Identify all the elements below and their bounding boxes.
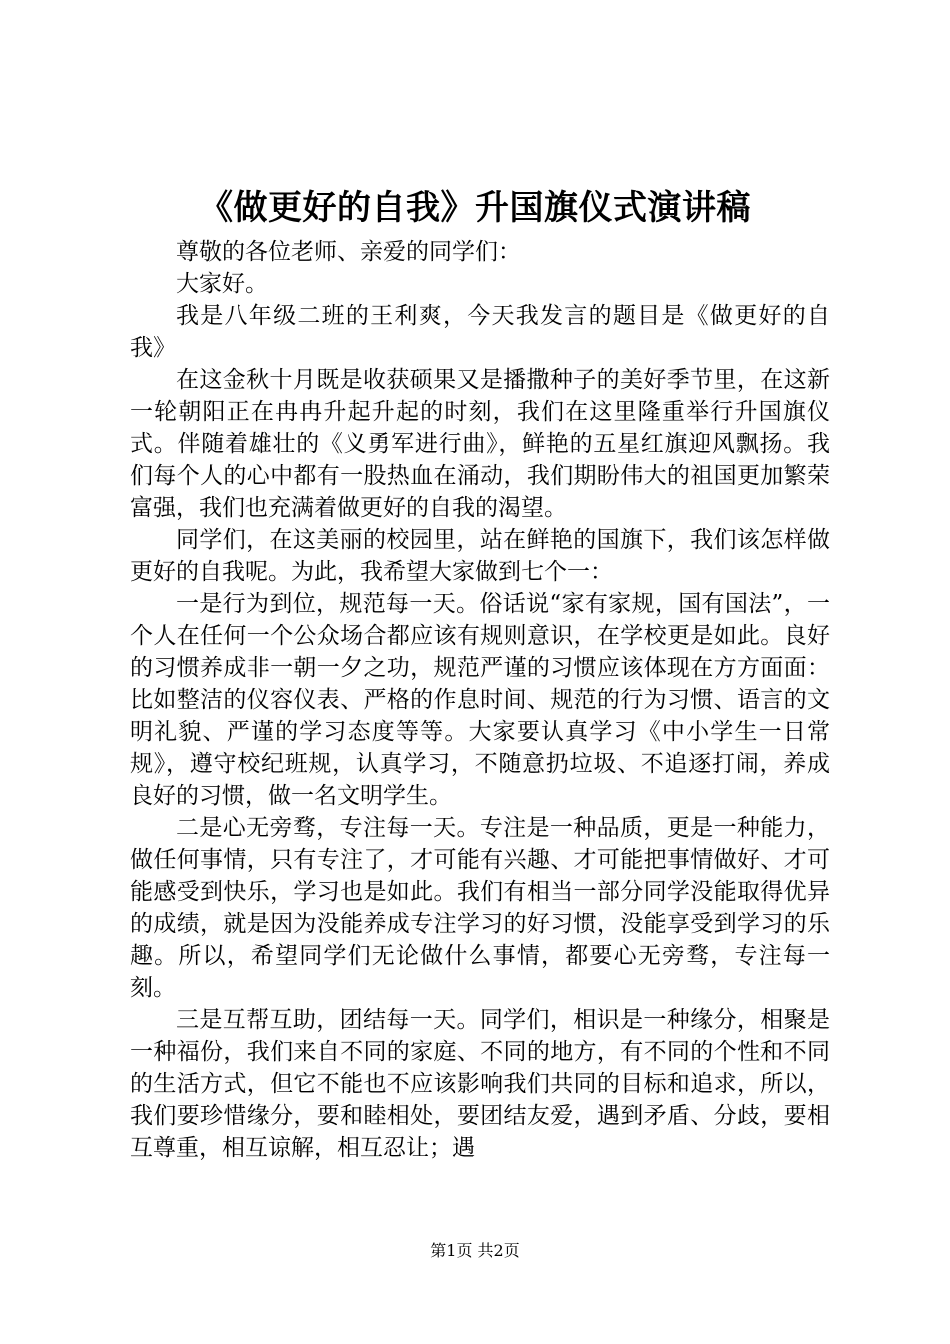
page-footer: 第1页 共2页: [430, 1241, 520, 1260]
paragraph-occasion: 在这金秋十月既是收获硕果又是播撒种子的美好季节里，在这新一轮朝阳正在冉冉升起升起的时刻，我们在这里隆重举行升国旗仪式。伴随着雄壮的《义勇军进行曲》，鲜艳的五星红旗迎风飘扬。我们每个人的心中都有一股热血在涌动，我们期盼伟大的祖国更加繁荣富强，我们也充满着做更好的自我的渴望。: [130, 367, 830, 521]
document-body: [130, 236, 830, 1164]
paragraph-introduction: 我是八年级二班的王利爽，今天我发言的题目是《做更好的自我》: [130, 303, 830, 361]
paragraph-point-three: 三是互帮互助，团结每一天。同学们，相识是一种缘分，相聚是一种福份，我们来自不同的家庭、不同的地方，有不同的个性和不同的生活方式，但它不能也不应该影响我们共同的目标和追求，所以，我们要珍惜缘分，要和睦相处，要团结友爱，遇到矛盾、分歧，要相互尊重，相互谅解，相互忍让；遇: [130, 1007, 830, 1161]
paragraph-question: 同学们，在这美丽的校园里，站在鲜艳的国旗下，我们该怎样做更好的自我呢。为此，我希望大家做到七个一：: [130, 527, 830, 585]
paragraph-point-one: 一是行为到位，规范每一天。俗话说“家有家规，国有国法”，一个人在任何一个公众场合都应该有规则意识，在学校更是如此。良好的习惯养成非一朝一夕之功，规范严谨的习惯应该体现在方方面面：比如整洁的仪容仪表、严格的作息时间、规范的行为习惯、语言的文明礼貌、严谨的学习态度等等。大家要认真学习《中小学生一日常规》，遵守校纪班规，认真学习，不随意扔垃圾、不追逐打闹，养成良好的习惯，做一名文明学生。: [130, 591, 830, 809]
paragraph-salutation: 尊敬的各位老师、亲爱的同学们：: [176, 239, 521, 265]
document-title: 《做更好的自我》升国旗仪式演讲稿: [199, 188, 751, 228]
paragraph-greeting: 大家好。: [176, 271, 268, 297]
paragraph-point-two: 二是心无旁骛，专注每一天。专注是一种品质，更是一种能力，做任何事情，只有专注了，才可能有兴趣、才可能把事情做好、才可能感受到快乐，学习也是如此。我们有相当一部分同学没能取得优异的成绩，就是因为没能养成专注学习的好习惯，没能享受到学习的乐趣。所以，希望同学们无论做什么事情，都要心无旁骛，专注每一刻。: [130, 815, 830, 1001]
